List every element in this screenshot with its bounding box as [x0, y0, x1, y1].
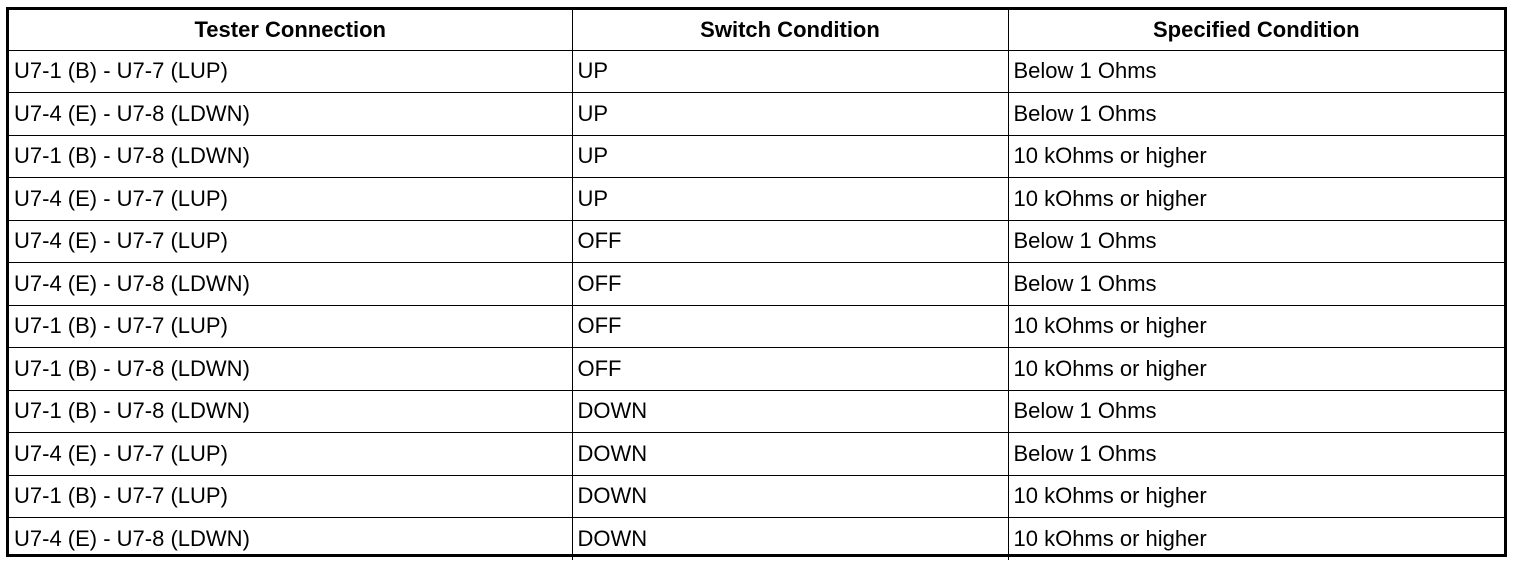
tester-connection-cell: U7-4 (E) - U7-8 (LDWN) — [9, 263, 572, 306]
tester-connection-cell: U7-4 (E) - U7-7 (LUP) — [9, 220, 572, 263]
specified-condition-cell: 10 kOhms or higher — [1008, 305, 1504, 348]
table-row — [9, 475, 1504, 518]
specified-condition-cell: 10 kOhms or higher — [1008, 518, 1504, 561]
tester-connection-cell: U7-4 (E) - U7-7 (LUP) — [9, 178, 572, 221]
header-switch-condition: Switch Condition — [572, 10, 1008, 50]
switch-condition-cell: DOWN — [572, 518, 1008, 561]
tester-connection-cell: U7-1 (B) - U7-7 (LUP) — [9, 475, 572, 518]
tester-connection-cell: U7-1 (B) - U7-8 (LDWN) — [9, 348, 572, 391]
switch-condition-cell: DOWN — [572, 433, 1008, 476]
table-row — [9, 305, 1504, 348]
tester-connection-cell: U7-4 (E) - U7-7 (LUP) — [9, 433, 572, 476]
header-tester-connection: Tester Connection — [9, 10, 572, 50]
tester-connection-cell: U7-1 (B) - U7-7 (LUP) — [9, 305, 572, 348]
table-row — [9, 433, 1504, 476]
specified-condition-cell: 10 kOhms or higher — [1008, 348, 1504, 391]
header-row — [9, 10, 1504, 50]
switch-condition-cell: UP — [572, 135, 1008, 178]
table-row — [9, 518, 1504, 561]
switch-condition-cell: DOWN — [572, 475, 1008, 518]
switch-condition-cell: OFF — [572, 220, 1008, 263]
tester-connection-cell: U7-1 (B) - U7-8 (LDWN) — [9, 135, 572, 178]
switch-condition-cell: UP — [572, 50, 1008, 93]
table-row — [9, 263, 1504, 306]
switch-condition-cell: OFF — [572, 263, 1008, 306]
table-row — [9, 390, 1504, 433]
specification-table — [9, 10, 1504, 560]
table-row — [9, 348, 1504, 391]
specified-condition-cell: Below 1 Ohms — [1008, 390, 1504, 433]
table-row — [9, 220, 1504, 263]
specified-condition-cell: 10 kOhms or higher — [1008, 475, 1504, 518]
tester-connection-cell: U7-4 (E) - U7-8 (LDWN) — [9, 93, 572, 136]
table-row — [9, 93, 1504, 136]
header-specified-condition: Specified Condition — [1008, 10, 1504, 50]
specified-condition-cell: Below 1 Ohms — [1008, 220, 1504, 263]
specified-condition-cell: Below 1 Ohms — [1008, 50, 1504, 93]
specified-condition-cell: 10 kOhms or higher — [1008, 178, 1504, 221]
switch-condition-cell: UP — [572, 93, 1008, 136]
specified-condition-cell: Below 1 Ohms — [1008, 433, 1504, 476]
table-row — [9, 135, 1504, 178]
tester-connection-cell: U7-4 (E) - U7-8 (LDWN) — [9, 518, 572, 561]
switch-condition-cell: DOWN — [572, 390, 1008, 433]
switch-condition-cell: OFF — [572, 348, 1008, 391]
specified-condition-cell: 10 kOhms or higher — [1008, 135, 1504, 178]
specification-table-container — [6, 7, 1507, 557]
specified-condition-cell: Below 1 Ohms — [1008, 263, 1504, 306]
tester-connection-cell: U7-1 (B) - U7-7 (LUP) — [9, 50, 572, 93]
tester-connection-cell: U7-1 (B) - U7-8 (LDWN) — [9, 390, 572, 433]
table-row — [9, 50, 1504, 93]
table-row — [9, 178, 1504, 221]
switch-condition-cell: OFF — [572, 305, 1008, 348]
specified-condition-cell: Below 1 Ohms — [1008, 93, 1504, 136]
switch-condition-cell: UP — [572, 178, 1008, 221]
